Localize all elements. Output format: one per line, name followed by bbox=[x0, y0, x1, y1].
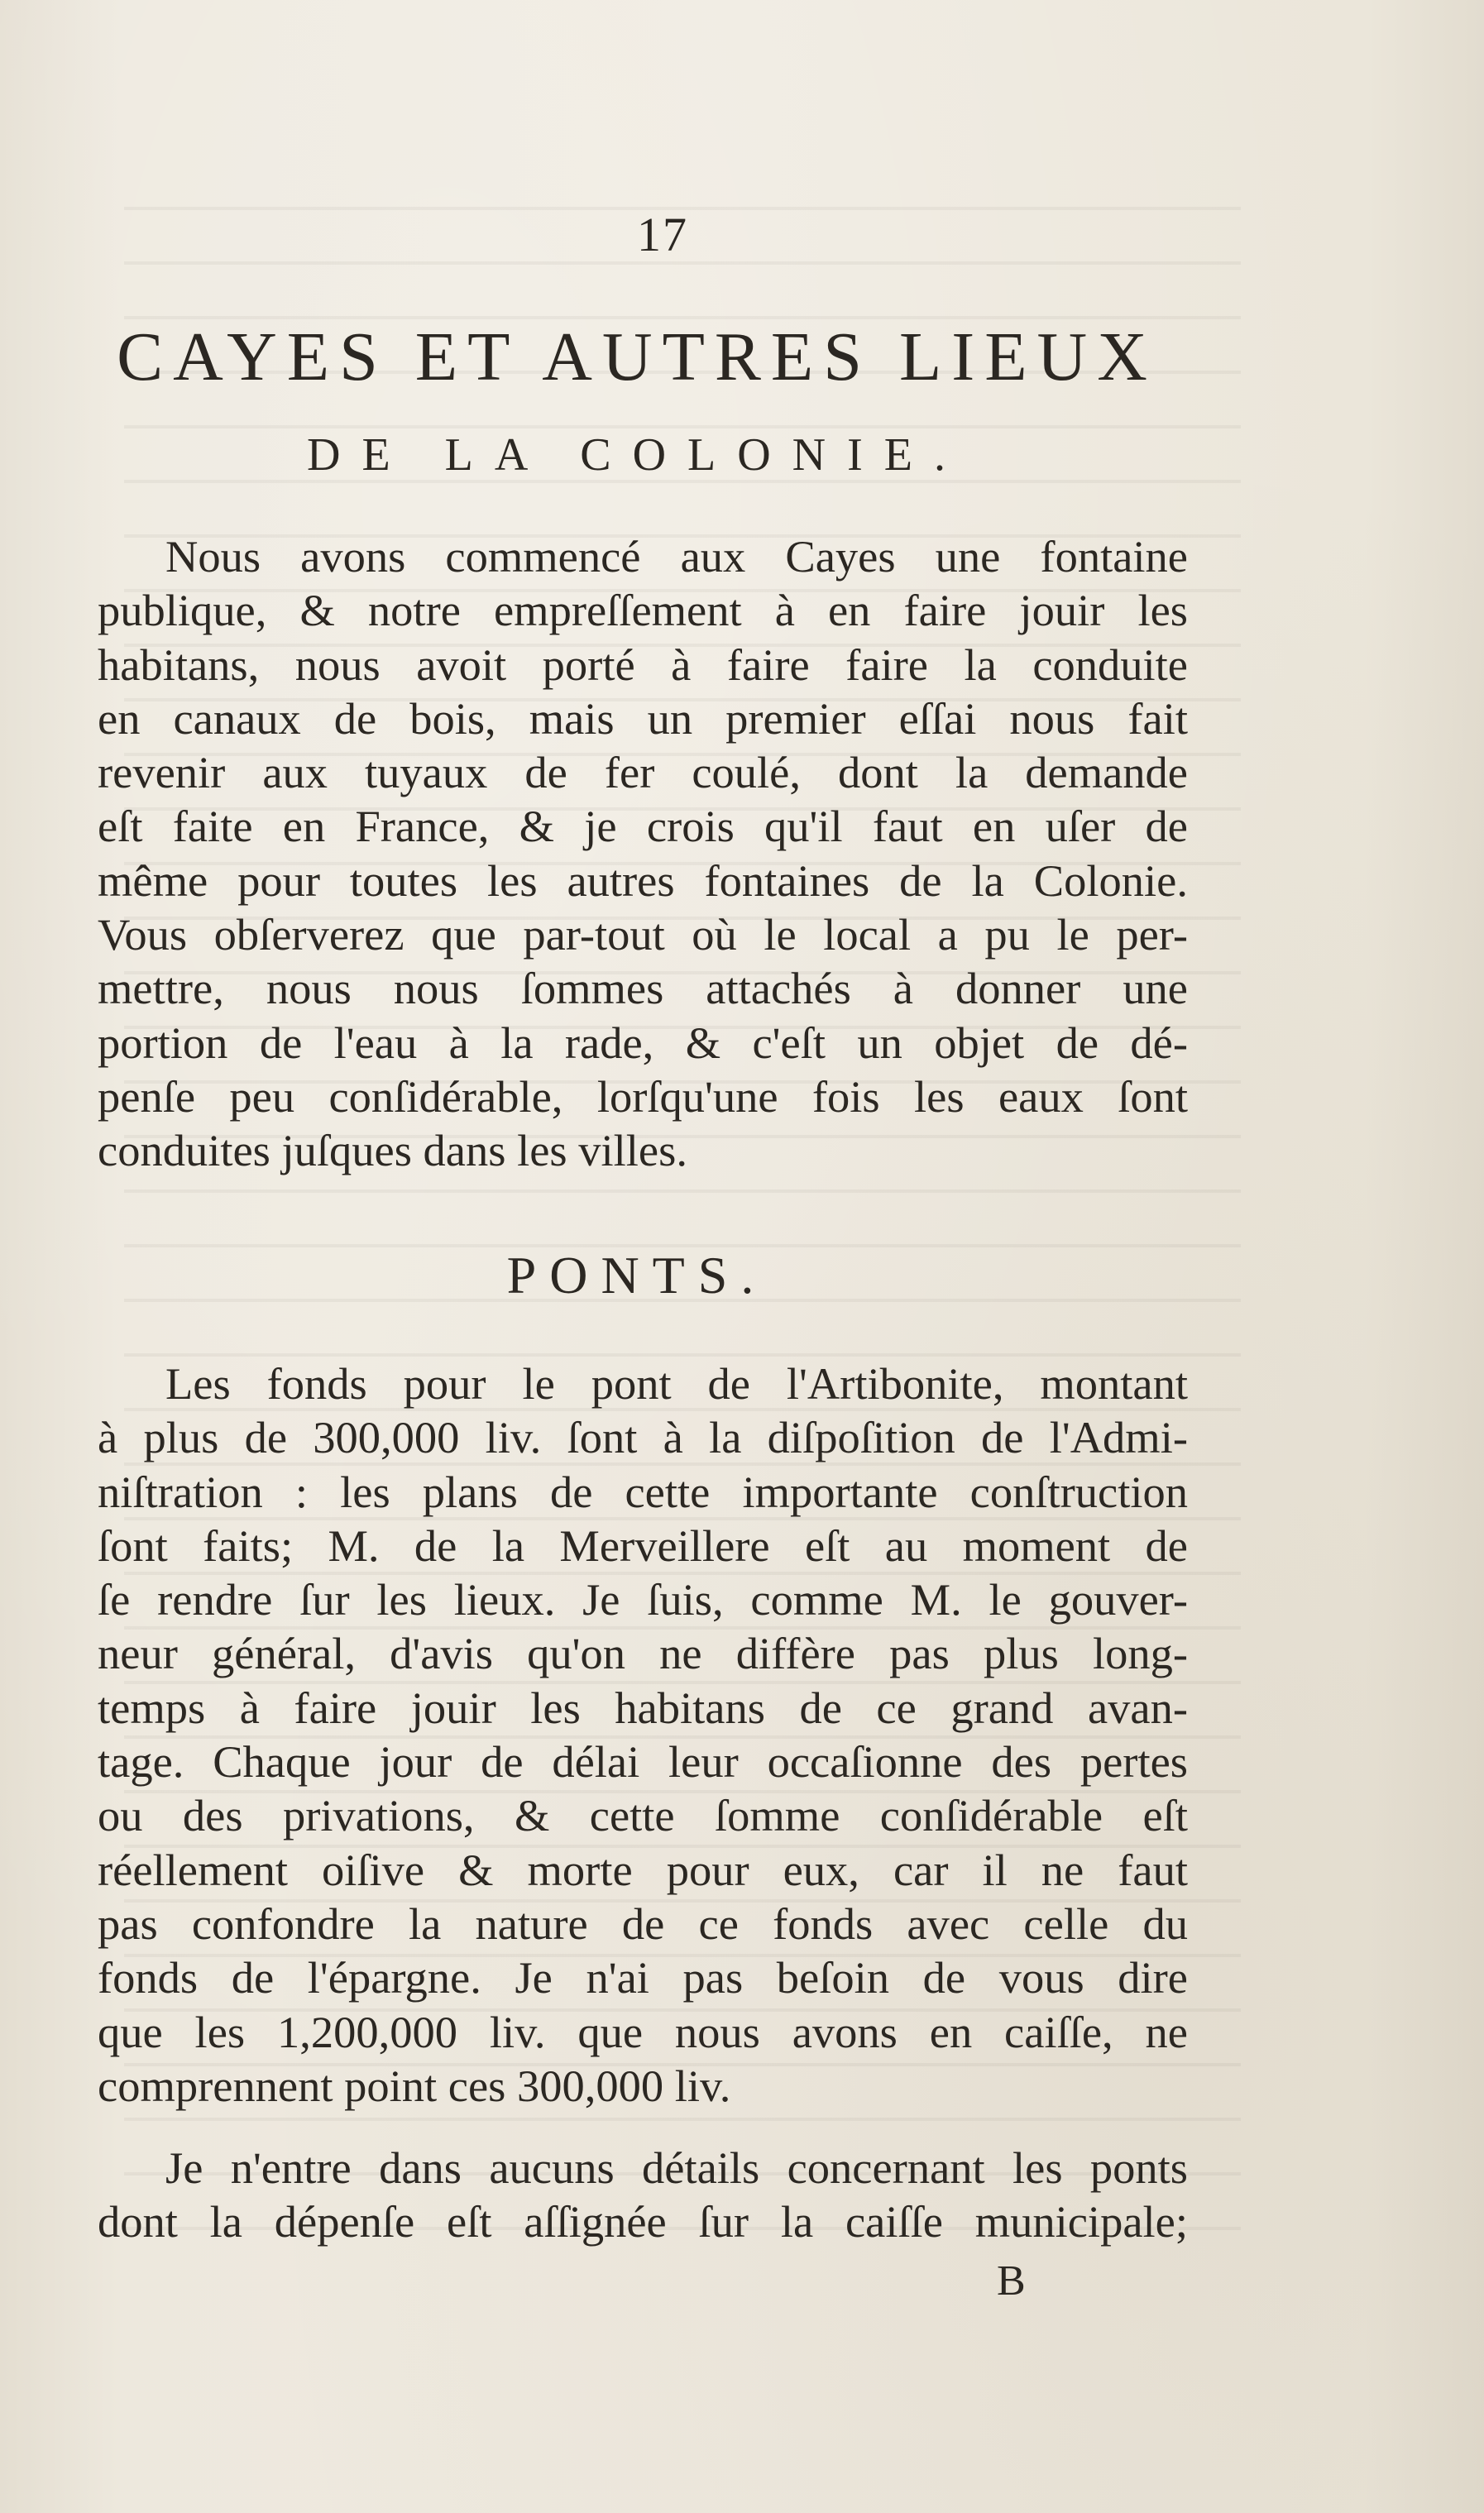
text-line: que les 1,200,000 liv. que nous avons en caiſſe, ne bbox=[98, 2006, 1188, 2057]
text-line: dont la dépenſe eſt aſſignée ſur la caiſſe municipale; bbox=[98, 2196, 1188, 2247]
text-line: niſtration : les plans de cette importante conſtruction bbox=[98, 1466, 1188, 1517]
paragraph-ponts-municipaux bbox=[98, 2141, 1188, 2249]
text-line: Je n'entre dans aucuns détails concernant les ponts bbox=[165, 2142, 1188, 2193]
text-line: eſt faite en France, & je crois qu'il faut en uſer de bbox=[98, 801, 1188, 852]
text-line: ſont faits; M. de la Merveillere eſt au moment de bbox=[98, 1520, 1188, 1571]
text-line: pas confondre la nature de ce fonds avec celle du bbox=[98, 1898, 1188, 1949]
text-line: fonds de l'épargne. Je n'ai pas beſoin de vous dire bbox=[98, 1952, 1188, 2003]
section-title: PONTS. bbox=[506, 1246, 768, 1304]
text-line: Nous avons commencé aux Cayes une fontaine bbox=[165, 531, 1188, 582]
text-line: revenir aux tuyaux de fer coulé, dont la demande bbox=[98, 747, 1188, 798]
text-line: tage. Chaque jour de délai leur occaſionne des pertes bbox=[98, 1736, 1188, 1788]
text-line: réellement oiſive & morte pour eux, car il ne faut bbox=[98, 1844, 1188, 1895]
text-line: en canaux de bois, mais un premier eſſai nous fait bbox=[98, 692, 1188, 744]
text-line: publique, & notre empreſſement à en faire jouir les bbox=[98, 585, 1188, 636]
text-line: à plus de 300,000 liv. ſont à la diſpoſition de l'Admi- bbox=[98, 1412, 1188, 1463]
chapter-title: CAYES ET AUTRES LIEUX bbox=[117, 318, 1157, 395]
text-line: Les fonds pour le pont de l'Artibonite, montant bbox=[165, 1358, 1188, 1409]
text-line: penſe peu conſidérable, lorſqu'une fois les eaux ſont bbox=[98, 1070, 1188, 1122]
text-line: neur général, d'avis qu'on ne diffère pas plus long- bbox=[98, 1628, 1188, 1679]
text-line: ſe rendre ſur les lieux. Je ſuis, comme M. le gouver- bbox=[98, 1574, 1188, 1625]
paragraph-ponts bbox=[98, 1357, 1188, 2113]
text-line: ou des privations, & cette ſomme conſidérable eſt bbox=[98, 1790, 1188, 1841]
text-line: conduites juſques dans les villes. bbox=[98, 1125, 687, 1176]
signature-mark: B bbox=[997, 2257, 1026, 2305]
text-line: Vous obſerverez que par-tout où le local a pu le per- bbox=[98, 909, 1188, 960]
text-line: habitans, nous avoit porté à faire faire la conduite bbox=[98, 639, 1188, 690]
page-number: 17 bbox=[637, 208, 688, 261]
paragraph-fontaines bbox=[98, 529, 1188, 1178]
text-line: portion de l'eau à la rade, & c'eſt un objet de dé- bbox=[98, 1017, 1188, 1068]
text-line: comprennent point ces 300,000 liv. bbox=[98, 2060, 731, 2111]
text-line: temps à faire jouir les habitans de ce grand avan- bbox=[98, 1682, 1188, 1733]
text-line: mettre, nous nous ſommes attachés à donner une bbox=[98, 963, 1188, 1014]
chapter-subtitle: DE LA COLONIE. bbox=[307, 429, 967, 481]
text-line: même pour toutes les autres fontaines de la Colonie. bbox=[98, 854, 1188, 906]
